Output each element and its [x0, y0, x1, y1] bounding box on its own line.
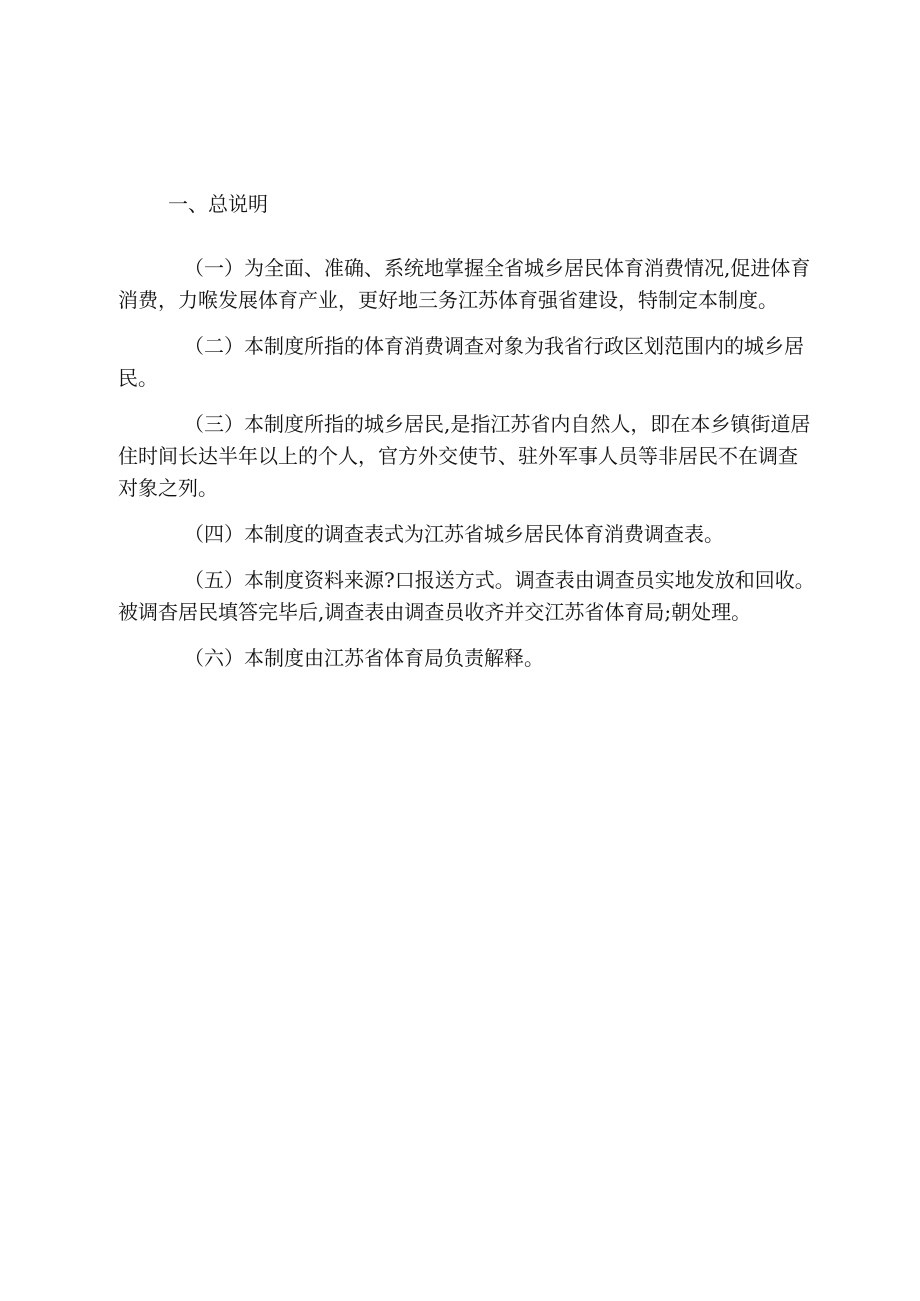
document-body — [118, 252, 815, 688]
paragraph-line: 对象之列。 — [118, 476, 218, 500]
paragraph-1 — [118, 252, 811, 316]
paragraph-line: 消费，力喉发展体育产业，更好地三务江苏体育强省建设，特制定本制度。 — [118, 288, 778, 312]
paragraph-line: 民。 — [118, 366, 158, 390]
paragraph-line: （二）本制度所指的体育消费调查对象为我省行政区划范围内的城乡居 — [184, 334, 804, 358]
paragraph-5 — [118, 564, 815, 628]
paragraph-line: 住时间长达半年以上的个人，官方外交使节、驻外军事人员等非居民不在调查 — [118, 444, 798, 468]
paragraph-line: （三）本制度所指的城乡居民,是指江苏省内自然人，即在本乡镇街道居 — [184, 412, 811, 436]
paragraph-2 — [118, 330, 808, 394]
paragraph-3 — [118, 408, 811, 504]
paragraph-6 — [118, 642, 808, 674]
paragraph-line: 被调杳居民填答完毕后,调查表由调查员收齐并交江苏省体育局;朝处理。 — [118, 600, 752, 624]
paragraph-line: （四）本制度的调查表式为江苏省城乡居民体育消费调查表。 — [184, 522, 724, 546]
paragraph-line: （五）本制度资料来源?口报送方式。调查表由调查员实地发放和回收。 — [184, 568, 815, 592]
paragraph-line: （六）本制度由江苏省体育局负责解释。 — [184, 646, 544, 670]
paragraph-4 — [118, 518, 808, 550]
paragraph-line: （一）为全面、准确、系统地掌握全省城乡居民体育消费情况,促进体育 — [184, 256, 811, 280]
section-heading: 一、总说明 — [168, 192, 268, 216]
